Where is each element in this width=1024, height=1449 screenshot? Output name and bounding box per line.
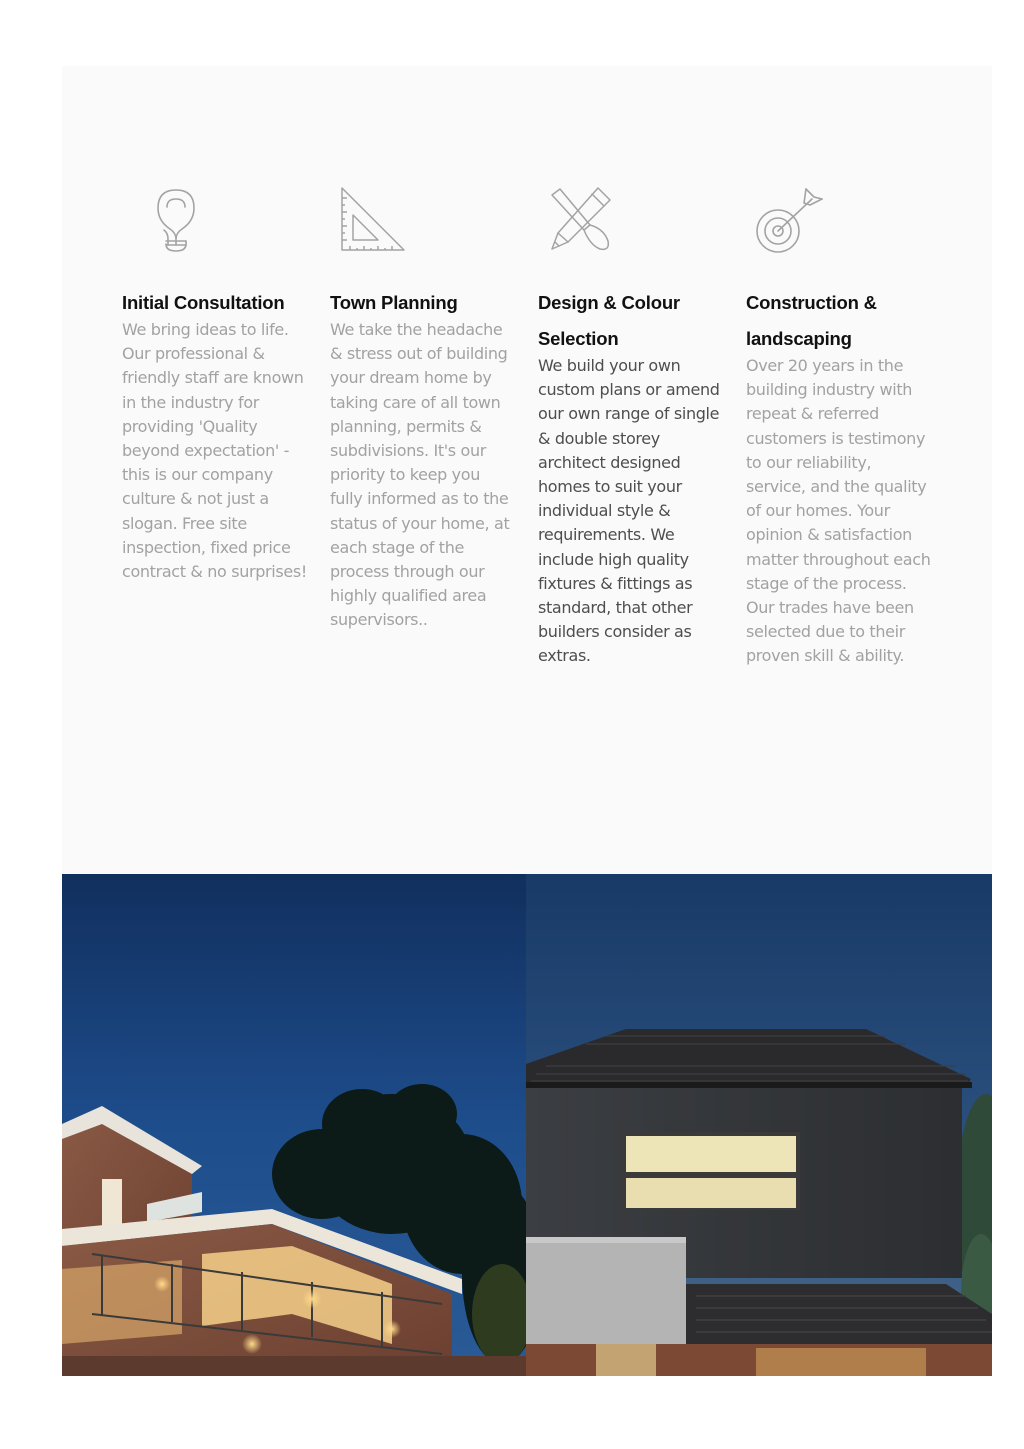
house-photos bbox=[62, 874, 992, 1376]
pencil-brush-icon bbox=[546, 185, 616, 255]
feature-description: We build your own custom plans or amend our own range of single & double storey architect designed homes to suit your individual style & requirements. We include high quality fixtures & fittings as standard, that other builders consider as extras. bbox=[538, 356, 720, 666]
feature-title: Initial Consultation bbox=[122, 292, 285, 313]
feature-title: Town Planning bbox=[330, 292, 458, 313]
feature-title: Construction & landscaping bbox=[746, 292, 877, 349]
house-photo-left bbox=[62, 874, 526, 1376]
target-arrow-icon bbox=[754, 185, 824, 255]
feature-title: Design & Colour Selection bbox=[538, 292, 680, 349]
lightbulb-icon bbox=[138, 185, 208, 255]
feature-description: Over 20 years in the building industry with repeat & referred customers is testimony to our reliability, service, and the quality of our homes. Your opinion & satisfaction matter throughout each stage of the process. Our trades have been selected due to their proven skill & ability. bbox=[746, 356, 931, 666]
feature-description: We bring ideas to life. Our professional & friendly staff are known in the industry for providing 'Quality beyond expectation' - this is our company culture & not just a slogan. Free site inspection, fixed price contract & no surprises! bbox=[122, 320, 307, 582]
set-square-icon bbox=[338, 185, 408, 255]
house-photo-right bbox=[526, 874, 992, 1376]
feature-description: We take the headache & stress out of building your dream home by taking care of all town planning, permits & subdivisions. It's our priority to keep you fully informed as to the status of your home, at each stage of the process through our highly qualified area supervisors.. bbox=[330, 320, 510, 630]
